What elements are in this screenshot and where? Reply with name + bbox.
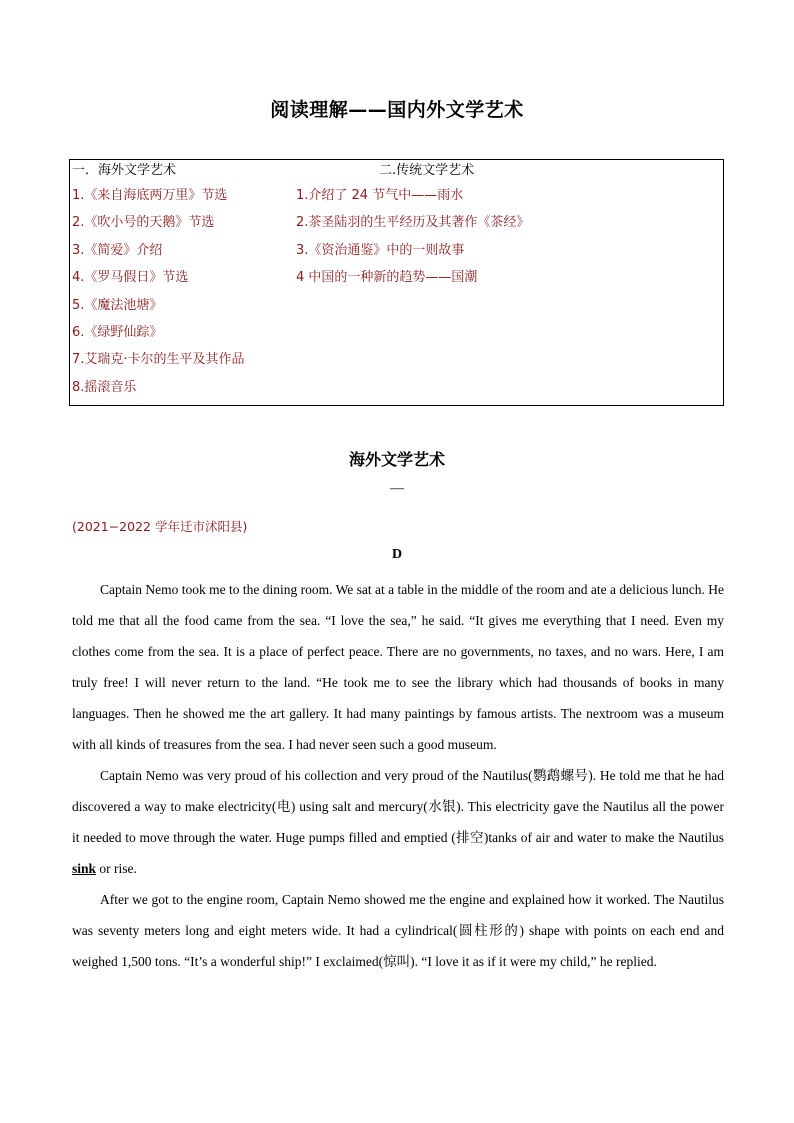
source-label: (2021−2022 学年迁市沭阳县) [72,519,248,534]
passage-letter: D [391,547,403,562]
section-dash: — [390,481,404,496]
paragraph-1: Captain Nemo took me to the dining room. We sat at a table in the middle of the room and ate a delicious lunch. He told me that all the food came from the sea. “I love the sea,” he said. “It gives me everything that I need. Even my clothes come from the sea. It is a place of perfect peace. There are no governments, no taxes, and no wars. Here, I am truly free! I will never return to the land. “He took me to see the library which had thousands of books in many languages. Then he showed me the art gallery. It had many paintings by famous artists. The nextroom was a museum with all kinds of treasures from the sea. I had never seen such a good museum. [72,582,725,752]
toc-right-heading: 二.传统文学艺术 [379,163,475,178]
paragraph-2-text: Captain Nemo was very proud of his collection and very proud of the Nautilus(鹦鹉螺号). He told me that he had discovered a way to make electricity(电) using salt and mercury(水银). This electricity gave the Nautilus all the power it needed to move through the water. Huge pumps filled and emptied (排空)tanks of air and water to make the Nautilus [72,768,724,845]
toc-item: 3.《简爱》介绍 [72,242,163,258]
toc-item: 3.《资治通鉴》中的一则故事 [296,242,465,258]
toc-item: 5.《魔法池塘》 [72,297,163,313]
paragraph-2 [72,760,724,884]
reading-passage [72,574,724,977]
toc-item: 7.艾瑞克·卡尔的生平及其作品 [72,352,245,368]
toc-left-column [72,160,245,401]
toc-right-column [296,160,529,292]
page-title: 阅读理解——国内外文学艺术 [270,99,524,121]
toc-item: 4 中国的一种新的趋势——国潮 [296,270,478,286]
toc-item: 1.《来自海底两万里》节选 [72,188,228,203]
toc-item: 2.茶圣陆羽的生平经历及其著作《茶经》 [296,215,530,231]
toc-item: 6.《绿野仙踪》 [72,324,163,340]
section-title: 海外文学艺术 [348,450,445,469]
toc-item: 8.摇滚音乐 [72,379,137,395]
paragraph-2-end: or rise. [96,861,137,876]
toc-left-heading: 一．海外文学艺术 [72,163,177,178]
paragraph-3: After we got to the engine room, Captain Nemo showed me the engine and explained how it worked. The Nautilus was seventy meters long and eight meters wide. It had a cylindrical(圆柱形的) shape with points on each end and weighed 1,500 tons. “It’s a wonderful ship!” I exclaimed(惊叫). “I love it as if it were my child,” he replied. [72,892,724,969]
underlined-word: sink [72,861,97,876]
toc-item: 1.介绍了 24 节气中——雨水 [296,188,464,203]
table-of-contents [69,159,724,406]
toc-item: 2.《吹小号的天鹅》节选 [72,215,215,231]
toc-item: 4.《罗马假日》节选 [72,270,189,286]
